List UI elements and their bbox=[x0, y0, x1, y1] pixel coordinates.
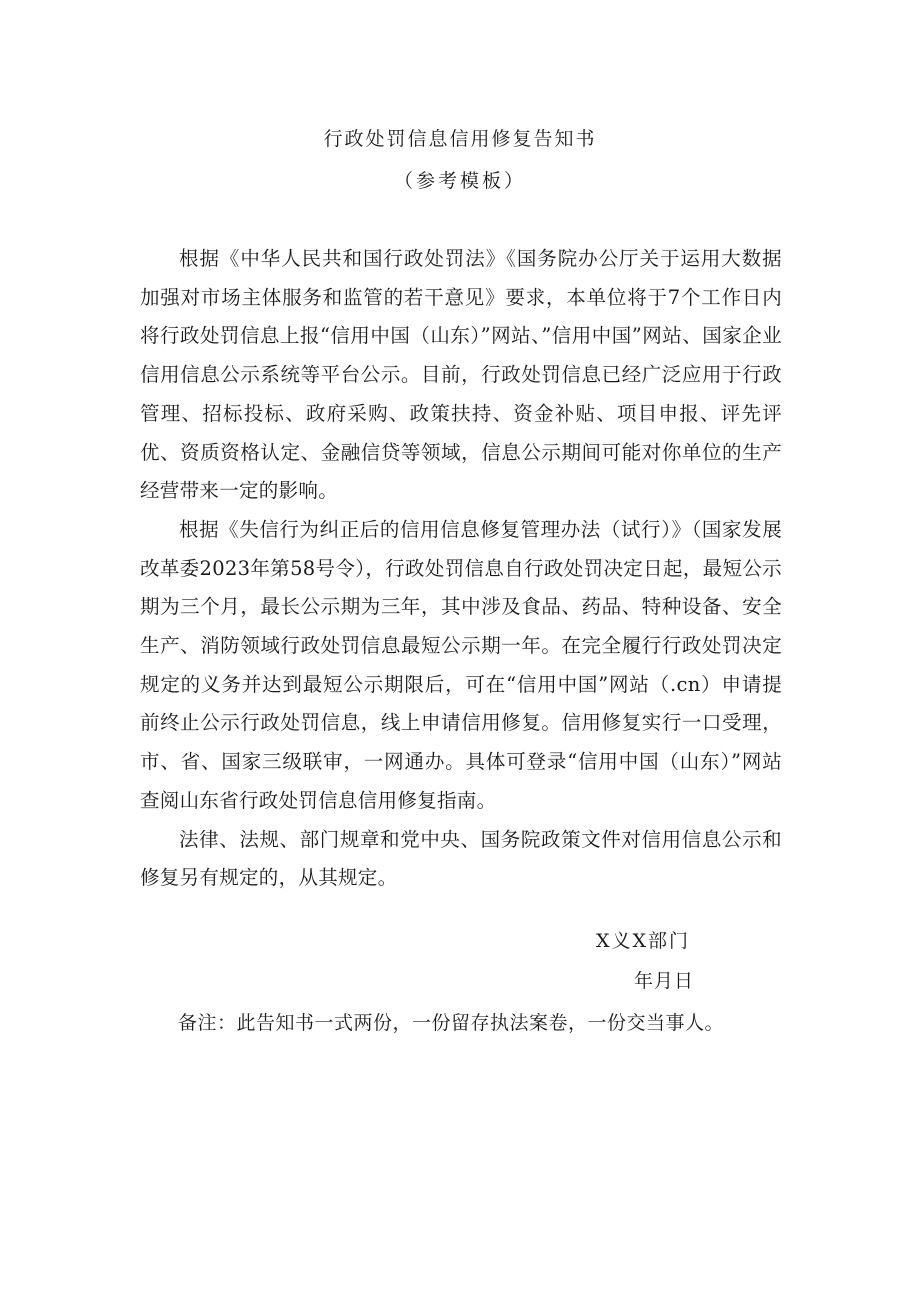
body-paragraph-1: 根据《中华人民共和国行政处罚法》《国务院办公厅关于运用大数据加强对市场主体服务和监管的若干意见》要求，本单位将于7个工作日内将行政处罚信息上报“信用中国（山东）”网站、”信用中国”网站、国家企业信用信息公示系统等平台公示。目前，行政处罚信息已经广泛应用于行政管理、招标投标、政府采购、政策扶持、资金补贴、项目申报、评先评优、资质资格认定、金融信贷等领域，信息公示期间可能对你单位的生产经营带来一定的影响。 bbox=[140, 247, 782, 503]
document-body bbox=[140, 240, 782, 898]
body-paragraph-2: 根据《失信行为纠正后的信用信息修复管理办法（试行）》（国家发展改革委2023年第58号令），行政处罚信息自行政处罚决定日起，最短公示期为三个月，最长公示期为三年，其中涉及食品、药品、特种设备、安全生产、消防领域行政处罚信息最短公示期一年。在完全履行行政处罚决定规定的义务并达到最短公示期限后，可在“信用中国”网站（.cn）申请提前终止公示行政处罚信息，线上申请信用修复。信用修复实行一口受理，市、省、国家三级联审，一网通办。具体可登录“信用中国（山东）”网站查阅山东省行政处罚信息信用修复指南。 bbox=[140, 517, 782, 812]
body-paragraph-3: 法律、法规、部门规章和党中央、国务院政策文件对信用信息公示和修复另有规定的，从其规定。 bbox=[140, 827, 782, 890]
document-subtitle: （参考模板） bbox=[393, 170, 526, 192]
signature-date: 年月日 bbox=[634, 970, 695, 992]
document-title: 行政处罚信息信用修复告知书 bbox=[323, 128, 597, 150]
signature-organization: X义X部门 bbox=[596, 930, 691, 952]
remark-note: 备注：此告知书一式两份，一份留存执法案卷，一份交当事人。 bbox=[178, 1012, 725, 1034]
